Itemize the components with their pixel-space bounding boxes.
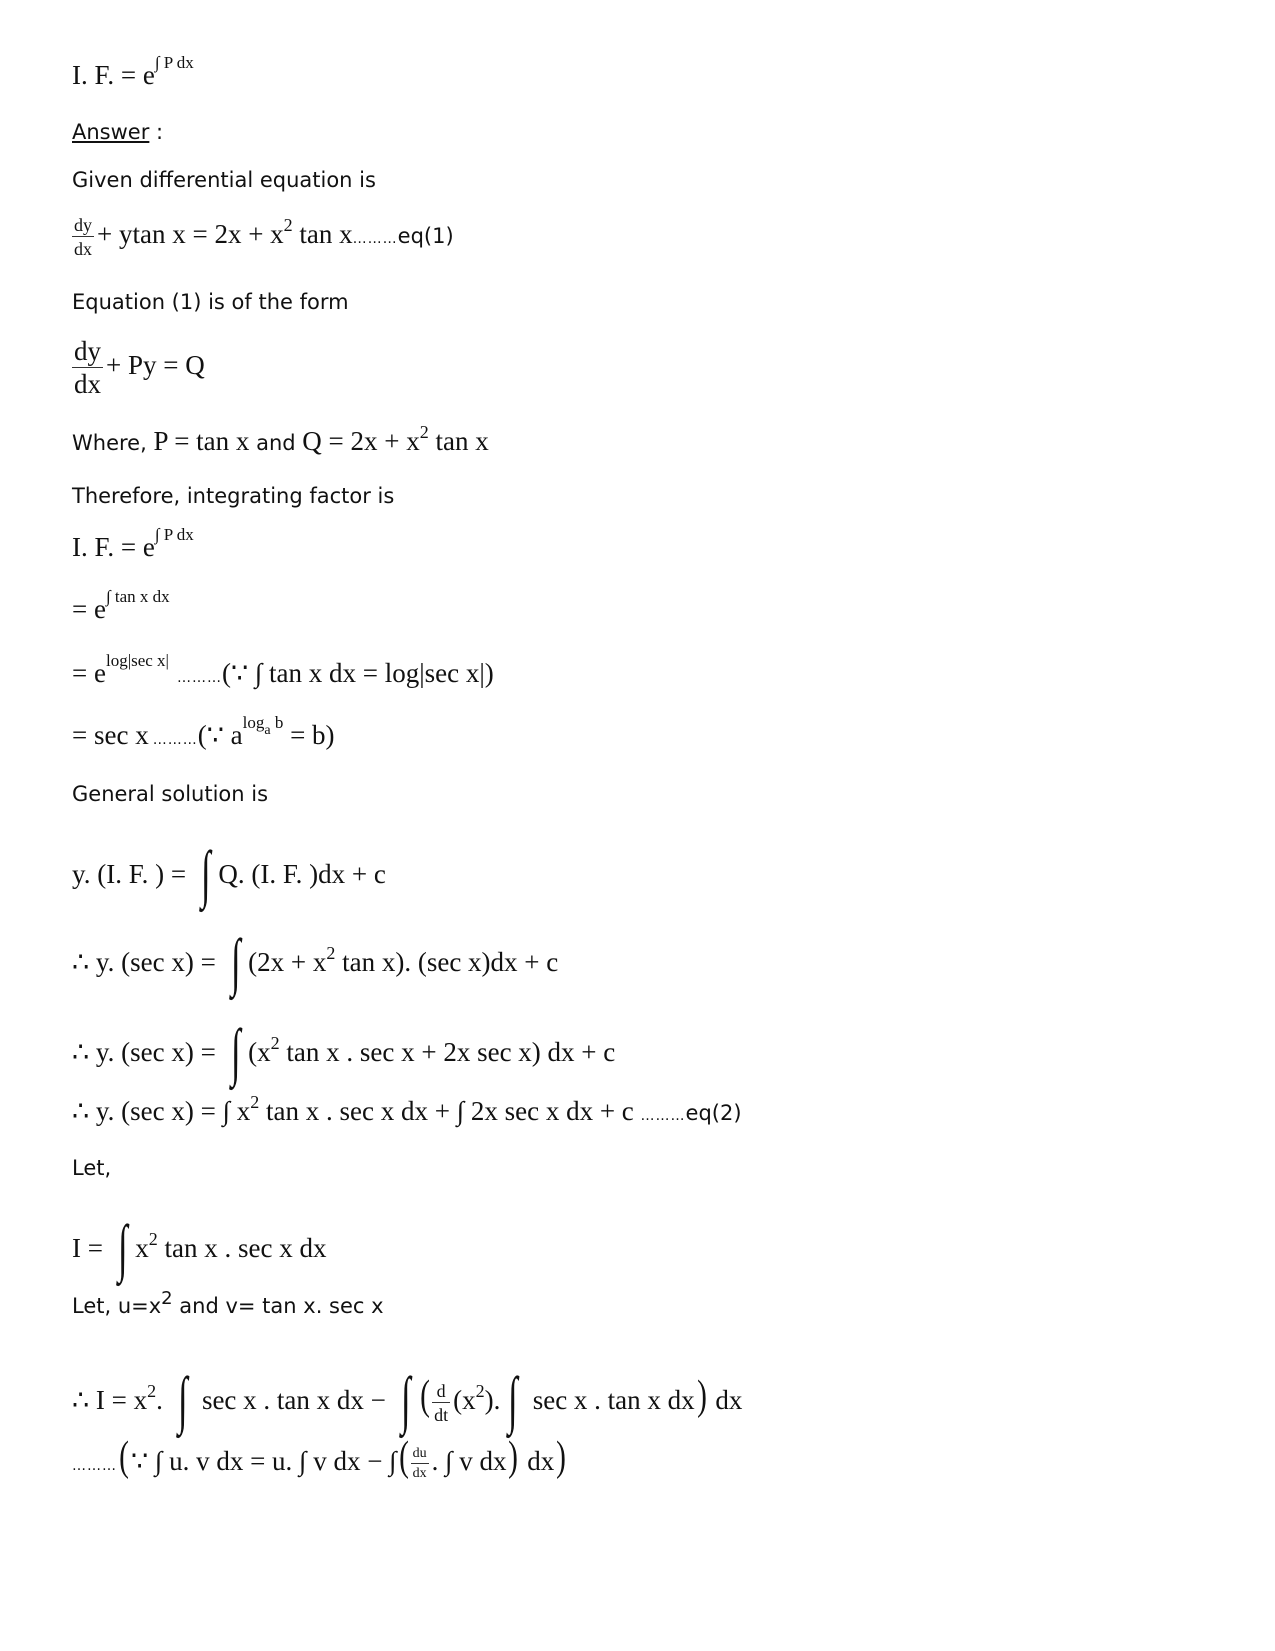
istep-square: 2 bbox=[147, 1381, 157, 1401]
i-rhs-b: tan x . sec x dx bbox=[157, 1233, 327, 1263]
du-dx-fraction bbox=[411, 1447, 429, 1481]
gs1-square: 2 bbox=[326, 943, 336, 963]
step3-tail: = b) bbox=[283, 720, 335, 750]
eq1-square: 2 bbox=[283, 215, 293, 236]
integral-sign: ∫ bbox=[400, 1364, 411, 1435]
frac-num: dy bbox=[74, 215, 92, 235]
given-text: Given differential equation is bbox=[72, 168, 376, 192]
let-text: Let, bbox=[72, 1156, 112, 1180]
gs-step-1 bbox=[72, 918, 559, 997]
gs-lhs: y. (I. F. ) = bbox=[72, 859, 193, 889]
step1-lhs: = e bbox=[72, 594, 106, 624]
integral-sign: ∫ bbox=[230, 1016, 241, 1087]
rule-b: . ∫ v dx bbox=[431, 1446, 507, 1476]
q-expression: Q = 2x + x bbox=[302, 426, 420, 456]
gs3-square: 2 bbox=[250, 1092, 260, 1112]
frac-den: dx bbox=[412, 1465, 427, 1481]
frac-den: dt bbox=[434, 1404, 449, 1425]
i-square: 2 bbox=[148, 1229, 158, 1249]
general-solution-formula bbox=[72, 830, 386, 909]
p-expression: P = tan x bbox=[153, 426, 250, 456]
answer-label: Answer bbox=[72, 120, 150, 144]
istep-part2: sec x . tan x dx bbox=[525, 1385, 695, 1415]
gs3-rhs: tan x . sec x dx + ∫ 2x sec x dx + c bbox=[259, 1096, 641, 1126]
eq1-tag: eq(1) bbox=[397, 224, 454, 249]
if-step-1 bbox=[72, 587, 170, 624]
gs3-lhs: ∴ y. (sec x) = ∫ x bbox=[72, 1096, 251, 1126]
frac-num: du bbox=[411, 1447, 429, 1464]
gs2-lhs: ∴ y. (sec x) = bbox=[72, 1037, 223, 1067]
integral-sign: ∫ bbox=[230, 926, 241, 997]
frac-den: dx bbox=[74, 369, 101, 399]
step3-sub: a bbox=[264, 723, 271, 738]
open-paren: ( bbox=[119, 1434, 129, 1480]
uv-definition bbox=[72, 1288, 384, 1318]
general-text: General solution is bbox=[72, 782, 269, 806]
i-rhs-a: x bbox=[135, 1233, 149, 1263]
frac-den: dx bbox=[74, 239, 92, 259]
step1-exponent: ∫ tan x dx bbox=[105, 587, 170, 606]
rule-a: ∵ ∫ u. v dx = u. ∫ v dx − ∫ bbox=[131, 1446, 397, 1476]
gs-step-3 bbox=[72, 1092, 742, 1126]
integral-sign: ∫ bbox=[200, 838, 211, 909]
rule-c: dx bbox=[520, 1446, 555, 1476]
istep-part1: sec x . tan x dx − bbox=[195, 1385, 393, 1415]
q-tail: tan x bbox=[428, 426, 489, 456]
close-paren: ) bbox=[508, 1434, 519, 1480]
if-exponent: ∫ P dx bbox=[154, 53, 194, 72]
istep-close: dx bbox=[708, 1385, 743, 1415]
close-paren: ) bbox=[696, 1373, 707, 1419]
gs1-rhs-b: tan x). (sec x)dx + c bbox=[335, 947, 559, 977]
gs3-tag: eq(2) bbox=[685, 1101, 742, 1125]
where-label: Where, bbox=[72, 431, 154, 455]
step2-reason: (∵ ∫ tan x dx = log|sec x|) bbox=[221, 658, 494, 688]
gs3-dots: ……… bbox=[640, 1108, 686, 1124]
dy-dx-fraction bbox=[72, 216, 94, 258]
gs-rhs: Q. (I. F. )dx + c bbox=[218, 859, 386, 889]
uv-square: 2 bbox=[161, 1288, 173, 1309]
step3-log: log bbox=[242, 713, 265, 732]
step3-dots: ……… bbox=[152, 732, 198, 748]
if-step-2 bbox=[72, 651, 494, 688]
if-exponent: ∫ P dx bbox=[154, 525, 194, 544]
uv-text-a: Let, u=x bbox=[72, 1294, 162, 1318]
dy-dx-fraction-large bbox=[72, 338, 103, 398]
if-step-3 bbox=[72, 713, 335, 750]
d-dt-fraction bbox=[432, 1382, 450, 1424]
i-by-parts-step bbox=[72, 1356, 743, 1435]
eq1-rest: + ytan x = 2x + x bbox=[97, 219, 284, 250]
std-form-rest: + Py = Q bbox=[106, 350, 205, 381]
i-lhs: I = bbox=[72, 1233, 110, 1263]
q-square: 2 bbox=[419, 422, 429, 442]
gs1-rhs-a: (2x + x bbox=[248, 947, 327, 977]
integral-sign: ∫ bbox=[177, 1364, 188, 1435]
gs1-lhs: ∴ y. (sec x) = bbox=[72, 947, 223, 977]
rule-dots: ……… bbox=[72, 1458, 117, 1474]
answer-colon: : bbox=[149, 120, 164, 144]
answer-heading bbox=[72, 122, 163, 143]
integral-sign: ∫ bbox=[508, 1364, 519, 1435]
gs-step-2 bbox=[72, 1008, 616, 1087]
gs2-rhs-a: (x bbox=[248, 1037, 271, 1067]
standard-form bbox=[72, 338, 205, 398]
step2-lhs: = e bbox=[72, 658, 106, 688]
if-base: e bbox=[142, 532, 155, 562]
if-base: e bbox=[142, 60, 155, 90]
step2-exponent: log|sec x| bbox=[105, 651, 169, 670]
gs2-rhs-b: tan x . sec x + 2x sec x) dx + c bbox=[279, 1037, 616, 1067]
therefore-text: Therefore, integrating factor is bbox=[72, 484, 395, 508]
close-paren: ) bbox=[556, 1434, 567, 1480]
step3-reason-a: (∵ a bbox=[197, 720, 243, 750]
i-definition bbox=[72, 1204, 327, 1283]
where-line bbox=[72, 422, 489, 456]
eq1-tail: tan x bbox=[292, 219, 353, 250]
frac-num: dy bbox=[74, 336, 101, 366]
form-text: Equation (1) is of the form bbox=[72, 290, 349, 314]
open-paren: ( bbox=[420, 1373, 431, 1419]
istep-lhs: ∴ I = x bbox=[72, 1385, 148, 1415]
if-lhs: I. F. = bbox=[72, 60, 143, 90]
uv-text-b: and v= tan x. sec x bbox=[172, 1294, 384, 1318]
and-word: and bbox=[249, 431, 303, 455]
if-lhs: I. F. = bbox=[72, 532, 143, 562]
if-formula bbox=[72, 525, 194, 562]
by-parts-rule bbox=[72, 1436, 568, 1481]
gs2-square: 2 bbox=[270, 1033, 280, 1053]
istep-dot: . bbox=[156, 1385, 170, 1415]
istep-xsq-close: ). bbox=[484, 1385, 501, 1415]
integral-sign: ∫ bbox=[117, 1212, 128, 1283]
istep-xsq: (x bbox=[453, 1385, 476, 1415]
step3-b: b bbox=[270, 713, 284, 732]
equation-1 bbox=[72, 216, 454, 258]
step3-lhs: = sec x bbox=[72, 720, 149, 750]
eq1-dots: ……… bbox=[352, 231, 398, 248]
if-formula-top bbox=[72, 53, 194, 90]
frac-num: d bbox=[432, 1382, 450, 1403]
step2-dots: ……… bbox=[176, 670, 222, 686]
open-paren: ( bbox=[398, 1434, 409, 1480]
istep-xsq-square: 2 bbox=[475, 1381, 485, 1401]
